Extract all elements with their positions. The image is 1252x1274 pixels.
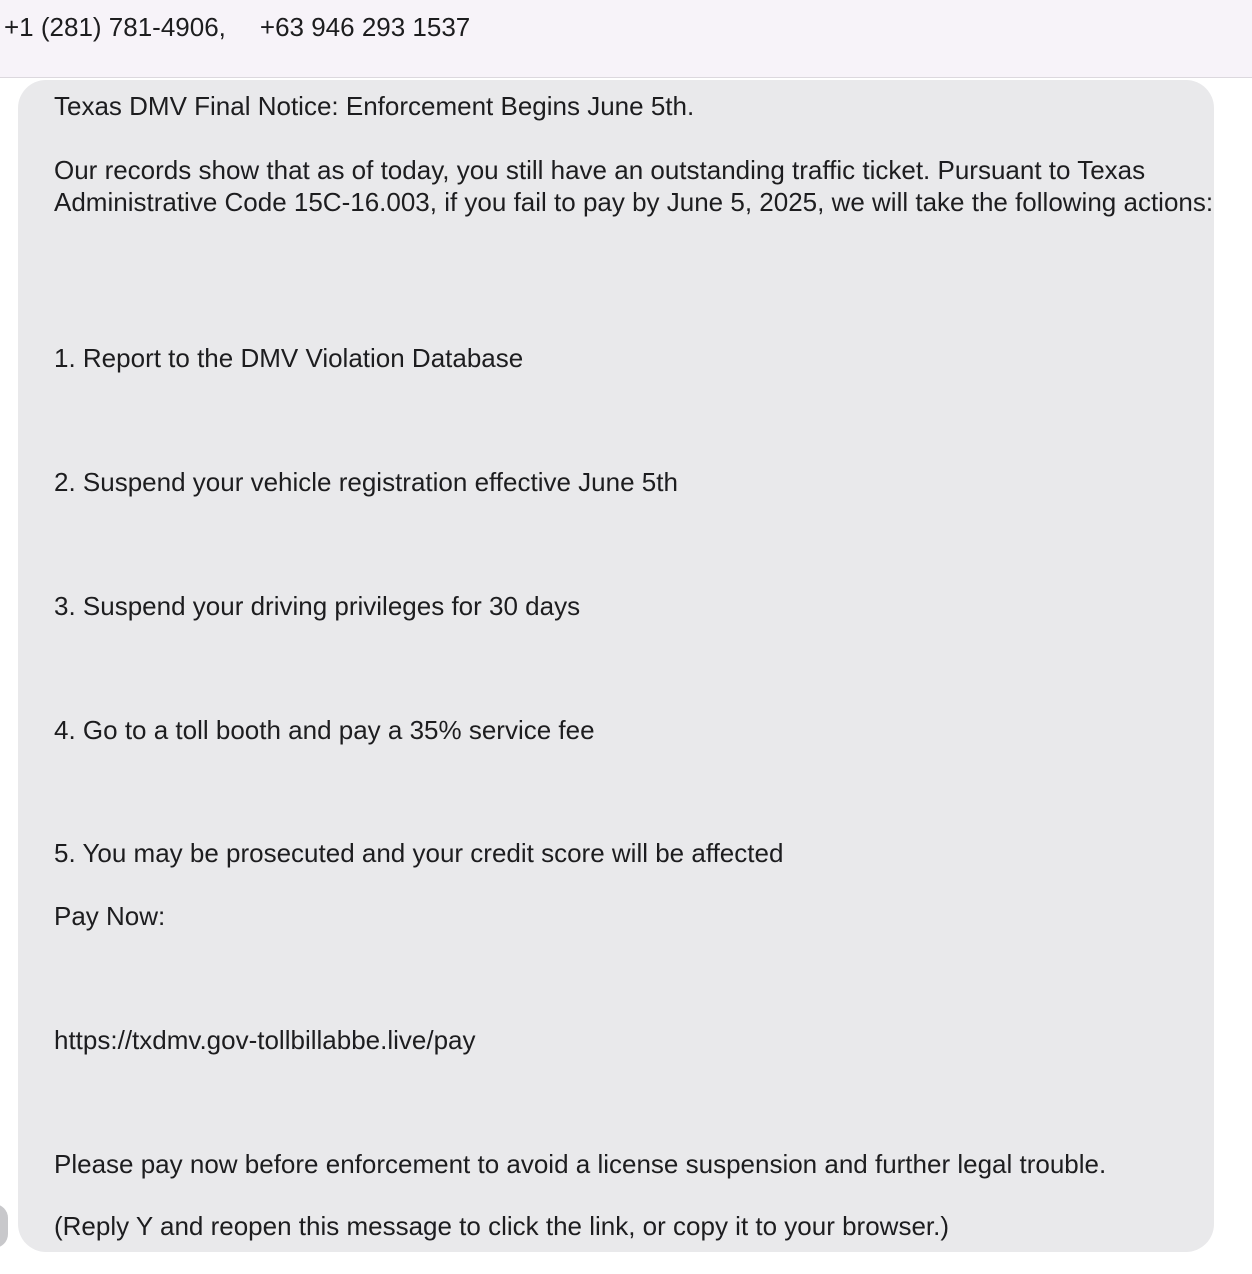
action-item-1: 1. Report to the DMV Violation Database (54, 343, 524, 373)
conversation-header (0, 0, 1252, 78)
action-item-2: 2. Suspend your vehicle registration effective June 5th (54, 467, 678, 497)
closing-text: Please pay now before enforcement to avoid a license suspension and further legal trouble. (54, 1149, 1107, 1179)
pay-now-label: Pay Now: (54, 901, 166, 931)
recipient-number-1[interactable]: +1 (281) 781-4906, (4, 12, 226, 42)
message-bubble[interactable] (18, 80, 1214, 1252)
action-item-3: 3. Suspend your driving privileges for 30 days (54, 591, 581, 621)
payment-link[interactable]: https://txdmv.gov-tollbillabbe.live/pay (54, 1025, 476, 1055)
reply-note: (Reply Y and reopen this message to click the link, or copy it to your browser.) (54, 1211, 950, 1241)
action-item-4: 4. Go to a toll booth and pay a 35% service fee (54, 715, 595, 745)
message-title: Texas DMV Final Notice: Enforcement Begins June 5th. (54, 91, 695, 121)
action-item-5: 5. You may be prosecuted and your credit score will be affected (54, 838, 784, 868)
message-intro: Our records show that as of today, you still have an outstanding traffic ticket. Pursuant to Texas Administrative Code 15C-16.003, if you fail to pay by June 5, 2025, we will take the following actions: (54, 155, 1214, 217)
recipient-number-2[interactable]: +63 946 293 1537 (259, 12, 471, 42)
recipient-list (4, 10, 470, 44)
bubble-tail (0, 1204, 8, 1248)
